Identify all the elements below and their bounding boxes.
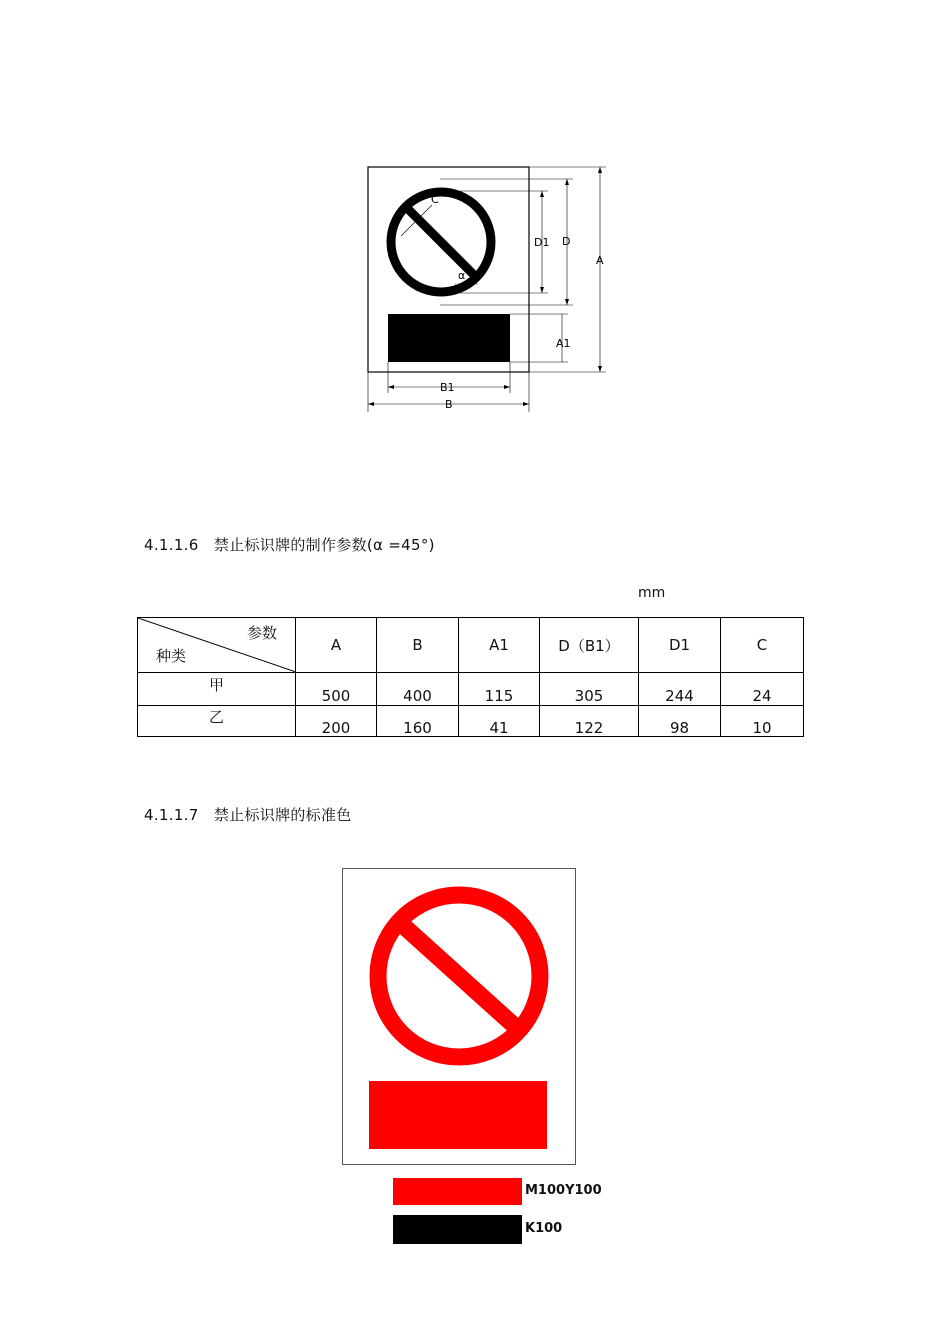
- table-cell: 160: [377, 706, 459, 737]
- table-cell: 122: [540, 706, 639, 737]
- text-panel: [388, 314, 510, 362]
- section-heading-params: 4.1.1.6 禁止标识牌的制作参数(α =45°): [144, 536, 435, 554]
- table-row: [138, 673, 804, 706]
- dimension-diagram: [360, 160, 620, 420]
- column-header: C: [721, 618, 804, 673]
- section-heading-colors: 4.1.1.7 禁止标识牌的标准色: [144, 806, 352, 824]
- table-row: [138, 706, 804, 737]
- table-cell: 305: [540, 673, 639, 706]
- label-B: B: [445, 398, 453, 411]
- table-cell: 500: [296, 673, 377, 706]
- unit-label: mm: [638, 585, 666, 601]
- column-header: D（B1）: [540, 618, 639, 673]
- table-cell: 98: [639, 706, 721, 737]
- label-A: A: [596, 254, 604, 267]
- label-D1: D1: [534, 236, 550, 249]
- table-cell: 244: [639, 673, 721, 706]
- table-cell: 41: [459, 706, 540, 737]
- column-header: D1: [639, 618, 721, 673]
- prohibition-slash: [406, 207, 476, 277]
- label-A1: A1: [556, 337, 571, 350]
- swatch-black: [393, 1215, 522, 1244]
- red-text-panel: [369, 1081, 547, 1149]
- row-name-cell: [138, 706, 296, 737]
- color-sign: [340, 866, 580, 1168]
- table-cell: 115: [459, 673, 540, 706]
- params-table: [137, 617, 804, 737]
- table-cell: 400: [377, 673, 459, 706]
- corner-cell: [138, 618, 296, 673]
- label-D: D: [562, 235, 571, 248]
- corner-top-label: 参数: [246, 624, 277, 642]
- label-alpha: α: [458, 269, 466, 282]
- column-header: A: [296, 618, 377, 673]
- column-header: A1: [459, 618, 540, 673]
- column-header: B: [377, 618, 459, 673]
- label-C: C: [431, 193, 439, 206]
- table-cell: 10: [721, 706, 804, 737]
- row-name: 乙: [208, 707, 224, 726]
- swatch-red: [393, 1178, 522, 1205]
- swatch-black-label: K100: [525, 1221, 563, 1236]
- row-name-cell: [138, 673, 296, 706]
- row-name: 甲: [208, 675, 224, 694]
- swatch-red-label: M100Y100: [525, 1183, 602, 1198]
- table-cell: 24: [721, 673, 804, 706]
- table-cell: 200: [296, 706, 377, 737]
- label-B1: B1: [440, 381, 455, 394]
- corner-bottom-label: 种类: [156, 647, 187, 665]
- table-header-row: [138, 618, 804, 673]
